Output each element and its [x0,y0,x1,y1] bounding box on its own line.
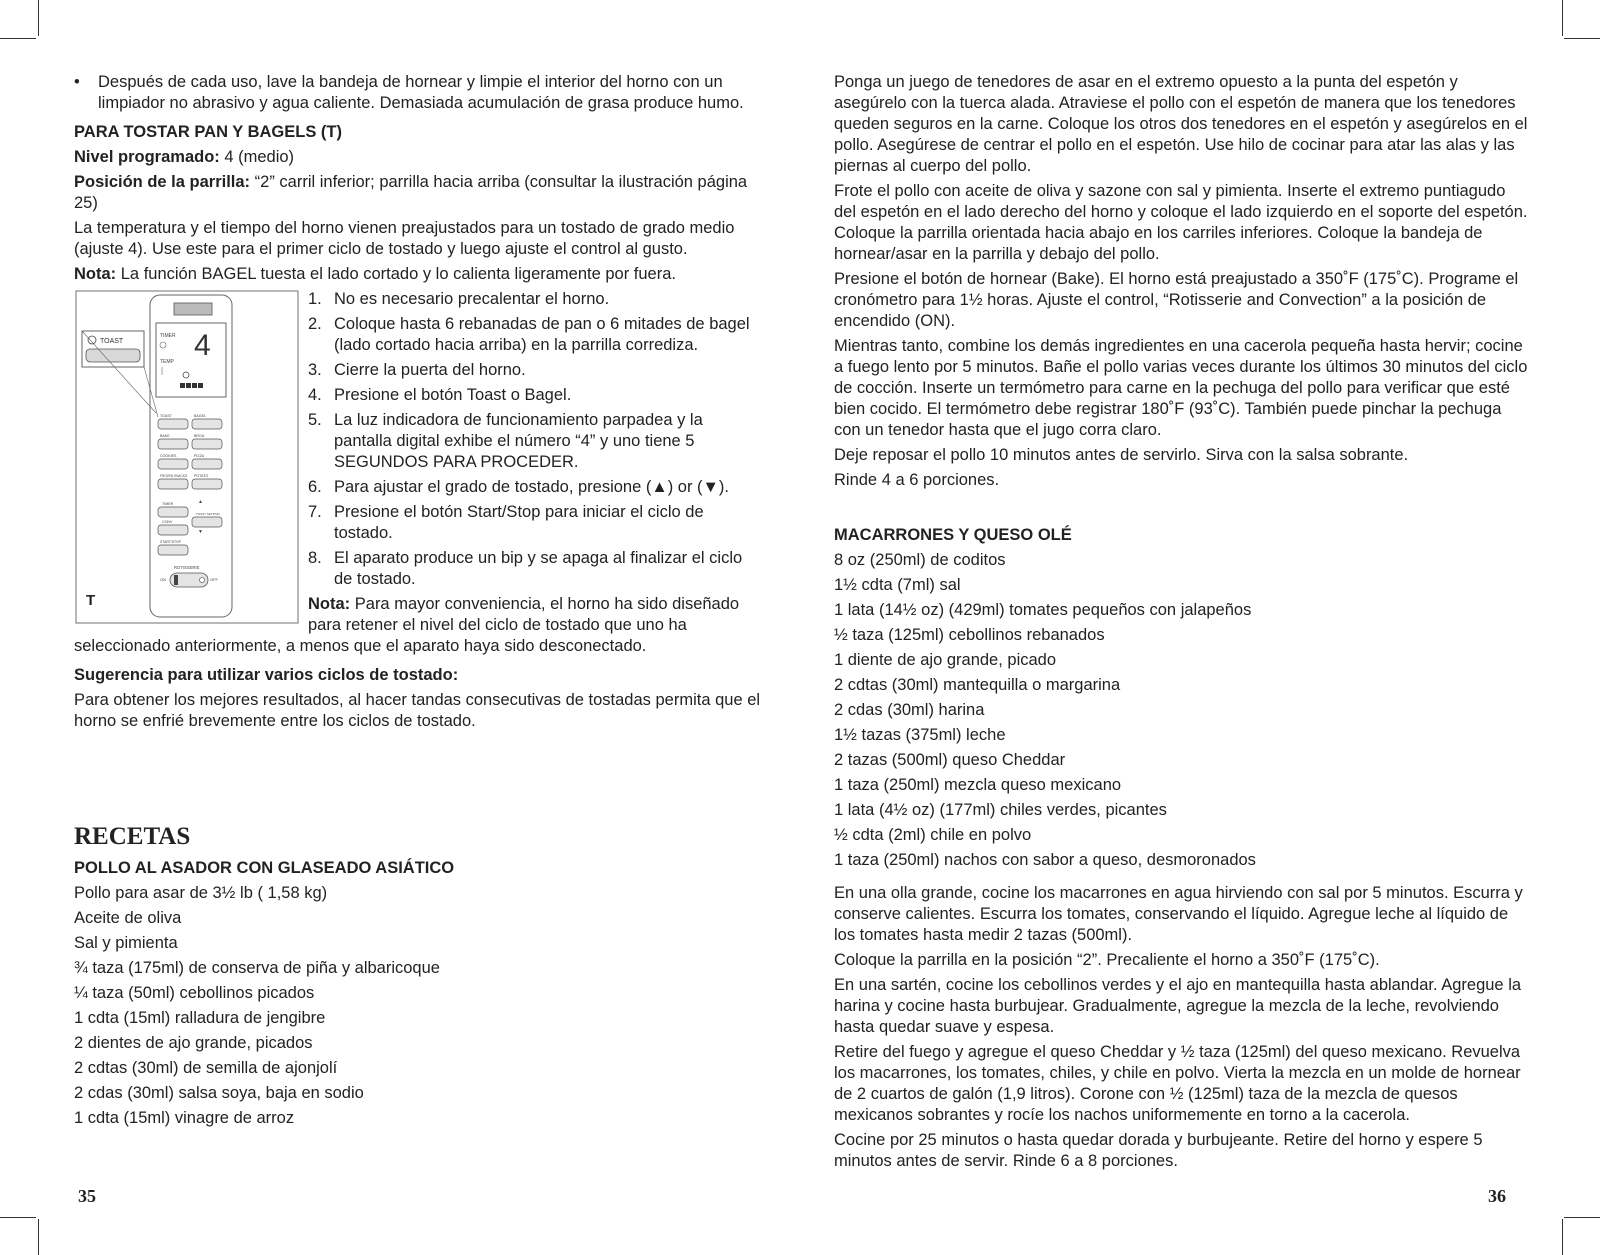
step-text: Para ajustar el grado de tostado, presione (▲) or (▼). [334,478,729,496]
btn-pizza-label: PIZZA [194,454,205,458]
mac-ingredients [834,550,1529,871]
cleaning-bullet [74,72,764,114]
ingredient: 1 cdta (15ml) vinagre de arroz [74,1109,295,1127]
ingredient: ½ cdta (2ml) chile en polvo [834,826,1032,844]
control-panel-svg [74,289,300,625]
posicion-label: Posición de la parrilla: [74,173,251,191]
nota1-line [74,264,764,285]
on-label: ON [160,577,166,582]
svg-text:▲: ▲ [198,499,203,505]
step-text: La luz indicadora de funcionamiento parpadea y la pantalla digital exhibe el número “4” y uno tiene 5 SEGUNDOS PARA PROCEDER. [334,411,703,471]
btn-potato-label: POTATO [194,474,209,478]
display-digit: 4 [194,329,211,362]
nivel-value: 4 (medio) [219,148,295,166]
step [308,289,764,310]
cleaning-text: Después de cada uso, lave la bandeja de hornear y limpie el interior del horno con un limpiador no abrasivo y agua caliente. Demasiada acumulación de grasa produce humo. [98,73,744,112]
pollo-heading: POLLO AL ASADOR CON GLASEADO ASIÁTICO [74,859,455,877]
btn-bagel-label: BAGEL [194,414,206,418]
step [308,477,764,498]
crop-mark [38,0,39,36]
ingredient: 1 taza (250ml) mezcla queso mexicano [834,776,1122,794]
ingredient: 2 cdtas (30ml) de semilla de ajonjolí [74,1059,338,1077]
pollo-paragraph: Rinde 4 a 6 porciones. [834,471,1000,489]
step-number: 2. [308,315,322,333]
step-number: 7. [308,503,322,521]
ingredient: 1 diente de ajo grande, picado [834,651,1057,669]
crop-mark [1562,1219,1563,1255]
ingredient: Pollo para asar de 3½ lb ( 1,58 kg) [74,884,328,902]
mac-paragraph: Retire del fuego y agregue el queso Cheddar y ½ taza (125ml) del queso mexicano. Revuelva los macarrones, los tomates, chiles, y chile en polvo. Vierta la mezcla en un molde de hornear de 2 cuartos de galón (1,9 litros). Corone con ½ (125ml) taza de la mezcla de quesos mexicanos sobrantes y rocíe los nachos uniformemente en torno a la cacerola. [834,1043,1521,1124]
temp-label: TEMP [160,359,174,365]
ingredient: 8 oz (250ml) de coditos [834,551,1006,569]
sugerencia-text: Para obtener los mejores resultados, al hacer tandas consecutivas de tostadas permita que el horno se enfrié brevemente entre los ciclos de tostado. [74,691,761,730]
mac-paragraph: Coloque la parrilla en la posición “2”. Precaliente el horno a 350˚F (175˚C). [834,951,1380,969]
ingredient: Aceite de oliva [74,909,182,927]
ingredient: 2 tazas (500ml) queso Cheddar [834,751,1066,769]
control-panel-illustration [74,289,300,625]
btn-frozen-label: FROZEN SNACKS [160,474,188,478]
nota2-text: Para mayor conveniencia, el horno ha sido diseñado para retener el nivel del ciclo de tostado que uno ha seleccionado anteriormente, a menos que el aparato haya sido desconectado. [74,595,740,655]
pollo-ingredients [74,883,764,1129]
ingredient: 2 dientes de ajo grande, picados [74,1034,313,1052]
toast-setting-label: TOAST SETTING [196,512,220,516]
crop-mark [0,1217,36,1218]
pollo-paragraph: Presione el botón de hornear (Bake). El horno está preajustado a 350˚F (175˚C). Programe el cronómetro para 1½ horas. Ajuste el control, “Rotisserie and Convection” a la posición de encendido (ON). [834,270,1519,330]
ingredient: 1 lata (4½ oz) (177ml) chiles verdes, picantes [834,801,1167,819]
left-page [74,72,764,1133]
crop-mark [1564,1217,1600,1218]
recetas-title: RECETAS [74,823,191,850]
nota2-label: Nota: [308,595,351,613]
nota1-text: La función BAGEL tuesta el lado cortado y lo calienta ligeramente por fuera. [116,265,676,283]
step-number: 3. [308,361,322,379]
spacer [834,495,1529,515]
step-text: Cierre la puerta del horno. [334,361,526,379]
crop-mark [38,1219,39,1255]
svg-text:▼: ▼ [198,529,203,535]
step [308,410,764,473]
step [308,385,764,406]
step-text: Presione el botón Start/Stop para iniciar el ciclo de tostado. [334,503,704,542]
right-page [834,72,1529,1176]
ingredient: Sal y pimienta [74,934,178,952]
mac-paragraph: Cocine por 25 minutos o hasta quedar dorada y burbujeante. Retire del horno y espere 5 minutos antes de servir. Rinde 6 a 8 porciones. [834,1131,1483,1170]
ingredient: 1 taza (250ml) nachos con sabor a queso, desmoronados [834,851,1256,869]
spacer [74,736,764,822]
ingredient: ¼ taza (50ml) cebollinos picados [74,984,315,1002]
off-label: OFF [210,577,218,582]
callout-letter: T [86,592,96,609]
btn-bake-label: BAKE [160,434,170,438]
btn-toast-label: TOAST [160,414,172,418]
page-number-left: 35 [78,1186,96,1206]
ingredient: 1 lata (14½ oz) (429ml) tomates pequeños con jalapeños [834,601,1252,619]
step [308,502,764,544]
temp-paragraph: La temperatura y el tiempo del horno vienen preajustados para un tostado de grado medio (ajuste 4). Use este para el primer ciclo de tostado y luego ajuste el control al gusto. [74,219,735,258]
step-number: 4. [308,386,322,404]
mac-heading: MACARRONES Y QUESO OLÉ [834,526,1072,544]
nivel-line [74,147,764,168]
step-text: Presione el botón Toast o Bagel. [334,386,572,404]
timer-label: TIMER [160,333,176,339]
step [308,360,764,381]
crop-mark [1562,0,1563,36]
pollo-paragraph: Deje reposar el pollo 10 minutos antes de servirlo. Sirva con la salsa sobrante. [834,446,1409,464]
convection-label: CONV [162,520,173,524]
step-text: No es necesario precalentar el horno. [334,290,610,308]
toast-zoom-label: TOAST [100,338,124,345]
pollo-paragraph: Mientras tanto, combine los demás ingredientes en una cacerola pequeña hasta hervir; cocine a fuego lento por 5 minutos. Bañe el pollo varias veces durante los últimos 30 minutos del ciclo de cocción. Inserte un termómetro para carne en la pechuga del pollo para verificar que esté bien cocido. El termómetro debe registrar 180˚F (93˚C). También puede pinchar la pechuga con un tenedor hasta que el jugo corra claro. [834,337,1528,439]
btn-cookies-label: COOKIES [160,454,177,458]
mac-paragraph: En una sartén, cocine los cebollinos verdes y el ajo en mantequilla hasta ablandar. Agregue la harina y cocine hasta burbujear. Gradualmente, agregue la mezcla de la leche, revolviendo hasta quedar suave y espesa. [834,976,1522,1036]
page-number-right: 36 [1488,1186,1506,1206]
step-text: El aparato produce un bip y se apaga al finalizar el ciclo de tostado. [334,549,743,588]
ingredient: 1½ tazas (375ml) leche [834,726,1006,744]
pollo-paragraph: Ponga un juego de tenedores de asar en el extremo opuesto a la punta del espetón y asegúrelo con la tuerca alada. Atraviese el pollo con el espetón de manera que los tenedores queden seguros en la carne. Coloque los otros dos tenedores en el espetón y asegúrelos en el pollo. Asegúrese de centrar el pollo en el espetón. Use hilo de cocinar para atar las alas y las piernas al cuerpo del pollo. [834,73,1528,175]
step-number: 1. [308,290,322,308]
posicion-value: “2” carril inferior; parrilla hacia arriba (consultar la ilustración página 25) [74,173,748,212]
start-stop-label: START/STOP [160,540,181,544]
step-number: 6. [308,478,322,496]
mac-paragraph: En una olla grande, cocine los macarrones en agua hirviendo con sal por 5 minutos. Escurra y conserve calientes. Escurra los tomates, conservando el líquido. Agregue leche al líquido de los tomates hasta medir 2 tazas (500ml). [834,884,1523,944]
ingredient: 2 cdas (30ml) salsa soya, baja en sodio [74,1084,364,1102]
ingredient: ½ taza (125ml) cebollinos rebanados [834,626,1105,644]
step [308,548,764,590]
step-text: Coloque hasta 6 rebanadas de pan o 6 mitades de bagel (lado cortado hacia arriba) en la parrilla corrediza. [334,315,750,354]
timer-small-label: TIMER [162,502,174,506]
ingredient: 1 cdta (15ml) ralladura de jengibre [74,1009,326,1027]
rotisserie-label: ROTISSERIE [174,565,200,570]
step-number: 8. [308,549,322,567]
posicion-line [74,172,764,214]
bullet-dot: • [74,73,80,91]
nivel-label: Nivel programado: [74,148,220,166]
toast-heading: PARA TOSTAR PAN Y BAGELS (T) [74,123,342,141]
pollo-paragraph: Frote el pollo con aceite de oliva y sazone con sal y pimienta. Inserte el extremo puntiagudo del espetón en el lado derecho del horno y coloque el lado izquierdo en el soporte del espetón. Coloque la parrilla orientada hacia abajo en los carriles inferiores. Coloque la bandeja de hornear/asar en la parrilla y debajo del pollo. [834,182,1528,263]
ingredient: ¾ taza (175ml) de conserva de piña y albaricoque [74,959,440,977]
step [308,314,764,356]
ingredient: 2 cdas (30ml) harina [834,701,985,719]
step-number: 5. [308,411,322,429]
crop-mark [0,38,36,39]
ingredient: 2 cdtas (30ml) mantequilla o margarina [834,676,1121,694]
btn-broil-label: BROIL [194,434,205,438]
ingredient: 1½ cdta (7ml) sal [834,576,961,594]
sugerencia-heading: Sugerencia para utilizar varios ciclos de tostado: [74,666,459,684]
nota1-label: Nota: [74,265,117,283]
crop-mark [1564,38,1600,39]
